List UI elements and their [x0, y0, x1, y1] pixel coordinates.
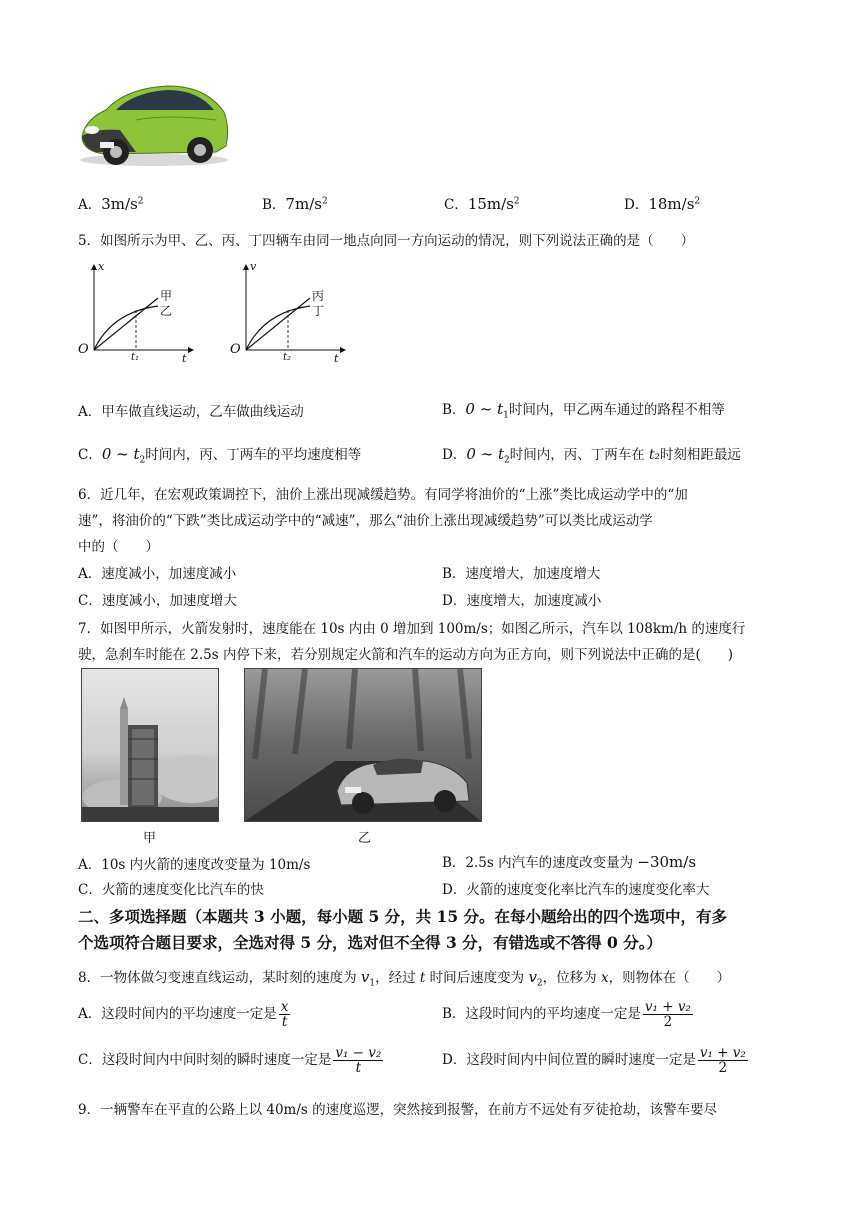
q8-option-b: B．这段时间内的平均速度一定是 $\frac{\text{v₁ + v₂}}{2}$ [442, 999, 691, 1031]
q5-stem: 5．如图所示为甲、乙、丙、丁四辆车由同一地点向同一方向运动的情况，则下列说法正确的是（ ） [78, 233, 695, 249]
q5-option-b: B．0 ~ $t_1$时间内，甲乙两车通过的路程不相等 [442, 400, 725, 421]
q7-option-a: A．10s 内火箭的速度改变量为 10m/s [78, 857, 311, 873]
q7-line1: 7．如图甲所示，火箭发射时，速度能在 10s 内由 0 增加到 100m/s；如图乙所示，汽车以 108km/h 的速度行 [78, 621, 746, 637]
xt-t-axis-label: t [182, 352, 187, 365]
q4-option-c: C．$15m/s^2$ [444, 195, 520, 213]
xt-curve-jia-label: 甲 [160, 289, 173, 303]
q7-line2: 驶，急刹车时能在 2.5s 内停下来，若分别规定火箭和汽车的运动方向为正方向，则下列说法中正确的是( ) [78, 647, 734, 663]
vt-graph [228, 260, 348, 368]
q8-option-d: D．这段时间内中间位置的瞬时速度一定是 $\frac{\text{v₁ + v₂}}{2}$ [442, 1045, 746, 1077]
vt-curve-bing-label: 丙 [312, 289, 325, 303]
q6-option-d: D．速度增大，加速度减小 [442, 593, 602, 609]
q6-option-a: A．速度减小，加速度减小 [78, 566, 237, 582]
vt-t2-label: t₂ [283, 352, 292, 363]
xt-t1-label: t₁ [131, 352, 140, 363]
q8-option-b-fraction: $\frac{\text{v₁ + v₂}}{2}$ [644, 999, 691, 1031]
q6-option-c: C．速度减小，加速度增大 [78, 593, 237, 609]
q4-option-b: B．$7m/s^2$ [262, 195, 328, 213]
q8-option-c-fraction: $\frac{\text{v₁ − v₂}}{t}$ [335, 1045, 382, 1077]
rocket-caption: 甲 [143, 831, 157, 846]
q6-option-b: B．速度增大，加速度增大 [442, 566, 601, 582]
q5-option-d: D．0 ~ $t_2$时间内，丙、丁两车在 t₂时刻相距最远 [442, 445, 741, 466]
rocket-launch-photo [81, 668, 219, 822]
vt-origin-label: O [230, 342, 241, 357]
xt-curve-yi-label: 乙 [160, 304, 173, 318]
sports-car-photo [244, 668, 482, 822]
section2-heading-line1: 二、多项选择题（本题共 3 小题，每小题 5 分，共 15 分。在每小题给出的四个选项中，有多 [78, 907, 728, 926]
vt-t-axis-label: t [334, 352, 339, 365]
q4-option-d: D．$18m/s^2$ [624, 195, 701, 213]
q6-line2: 速”，将油价的“下跌”类比成运动学中的“减速”，那么“油价上涨出现减缓趋势”可以类比成运动学 [78, 513, 653, 529]
q8-option-c: C．这段时间内中间时刻的瞬时速度一定是 $\frac{\text{v₁ − v₂}}{t}$ [78, 1045, 382, 1077]
xt-origin-label: O [78, 342, 89, 357]
vt-y-axis-label: v [250, 260, 257, 273]
section2-heading-line2: 个选项符合题目要求，全选对得 5 分，选对但不全得 3 分，有错选或不答得 0 分。） [78, 933, 662, 952]
q8-option-a-fraction: $\frac{x}{t}$ [280, 999, 289, 1031]
q8-option-d-fraction: $\frac{\text{v₁ + v₂}}{2}$ [699, 1045, 746, 1077]
vt-curve-ding-label: 丁 [312, 304, 325, 318]
car-caption: 乙 [358, 831, 372, 846]
q8-option-a: A．这段时间内的平均速度一定是 $\frac{x}{t}$ [78, 999, 289, 1031]
xt-graph [76, 260, 196, 368]
green-car-image [76, 80, 232, 168]
q5-option-c: C．0 ~ $t_2$时间内，丙、丁两车的平均速度相等 [78, 445, 362, 466]
q6-line1: 6．近几年，在宏观政策调控下，油价上涨出现减缓趋势。有同学将油价的“上涨”类比成运动学中的“加 [78, 487, 688, 503]
q7-option-c: C．火箭的速度变化比汽车的快 [78, 882, 264, 898]
q8-stem: 8．一物体做匀变速直线运动，某时刻的速度为 $v_1$，经过 t 时间后速度变为 $v_2$，位移为 x，则物体在（ ） [78, 968, 731, 989]
q7-option-b: B．2.5s 内汽车的速度改变量为 −30m/s [442, 853, 697, 871]
q7-option-d: D．火箭的速度变化率比汽车的速度变化率大 [442, 882, 710, 898]
q9-line1: 9．一辆警车在平直的公路上以 40m/s 的速度巡逻，突然接到报警，在前方不远处有歹徒抢劫，该警车要尽 [78, 1102, 718, 1118]
q6-line3: 中的（ ） [78, 539, 159, 555]
q4-option-a: A．$3m/s^2$ [78, 195, 144, 213]
q5-option-a: A．甲车做直线运动，乙车做曲线运动 [78, 404, 304, 420]
xt-y-axis-label: x [98, 260, 105, 273]
